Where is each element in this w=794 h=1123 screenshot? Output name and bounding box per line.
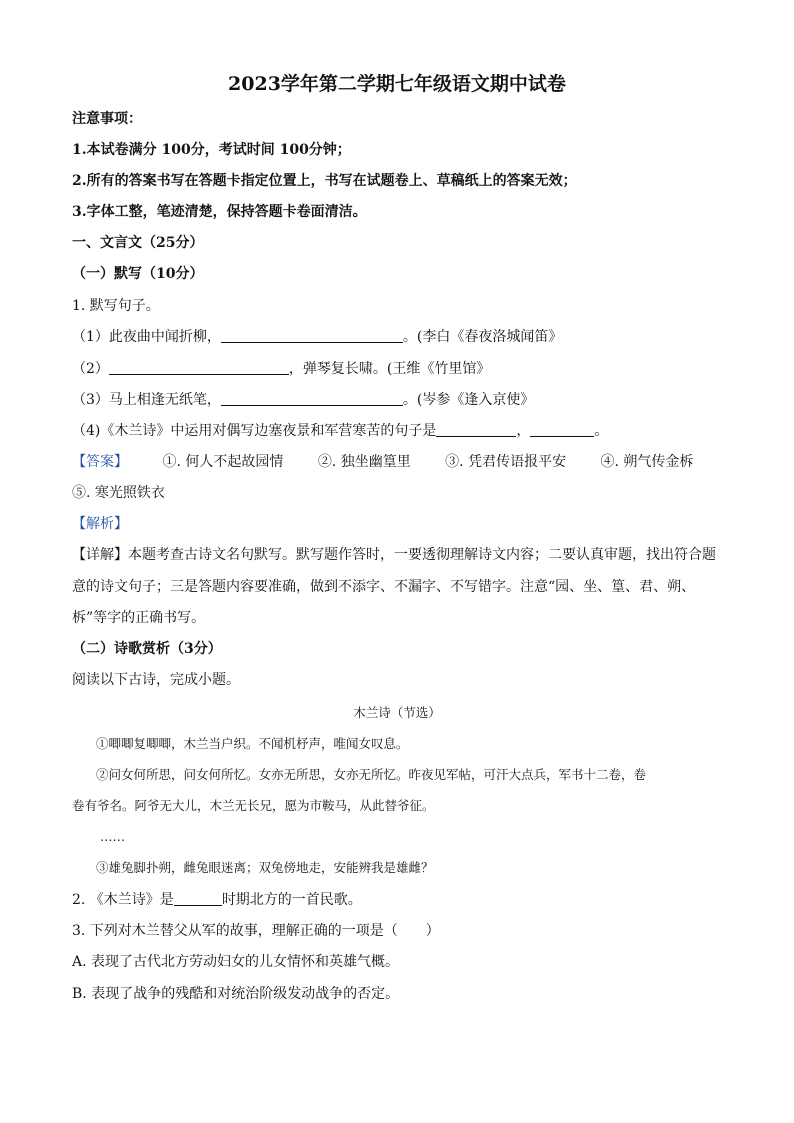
answer-blank[interactable] [221, 328, 403, 343]
question-1-item-3 [72, 391, 734, 409]
part-1-heading: （一）默写（10分） [72, 266, 204, 282]
question-2 [72, 891, 734, 909]
answer-blank[interactable] [109, 360, 289, 375]
question-1-stem: 1. 默写句子。 [72, 298, 160, 314]
item-1-prefix: （1）此夜曲中闻折柳， [72, 329, 221, 345]
item-3-suffix: 。(岑参《逢入京使》 [402, 392, 535, 408]
answer-blank[interactable] [436, 422, 516, 437]
answer-blank[interactable] [221, 391, 403, 406]
item-2-suffix: ，弹琴复长啸。(王维《竹里馆》 [288, 361, 491, 377]
question-1-item-4 [72, 422, 734, 440]
notice-heading: 注意事项： [72, 111, 142, 127]
analysis-line-2: 意的诗文句子；三是答题内容要准确，做到不添字、不漏字、不写错字。注意“园、坐、篁、君、朔、 [72, 579, 696, 595]
item-1-suffix: 。(李白《春夜洛城闻笛》 [402, 329, 563, 345]
notice-item-3: 3.字体工整，笔迹清楚，保持答题卡卷面清洁。 [72, 204, 367, 220]
poem-title: 木兰诗（节选） [353, 705, 441, 720]
page-title: 2023学年第二学期七年级语文期中试卷 [228, 73, 566, 95]
answer-item-2: ②. 独坐幽篁里 [317, 454, 411, 470]
notice-item-2: 2.所有的答案书写在答题卡指定位置上，书写在试题卷上、草稿纸上的答案无效； [72, 173, 577, 189]
answer-blank[interactable] [174, 891, 222, 906]
part-2-heading: （二）诗歌赏析（3分） [72, 641, 222, 657]
answer-item-3: ③. 凭君传语报平安 [445, 454, 567, 470]
poem-line-5: ③雄兔脚扑朔，雌兔眼迷离；双兔傍地走，安能辨我是雄雌？ [96, 860, 434, 875]
analysis-label: 【解析】 [72, 516, 128, 532]
analysis-line-3: 柝”等字的正确书写。 [72, 610, 206, 626]
poem-line-2: ②问女何所思，问女何所忆。女亦无所思，女亦无所忆。昨夜见军帖，可汗大点兵，军书十二卷，卷 [96, 767, 647, 782]
question-3-option-a[interactable]: A. 表现了古代北方劳动妇女的儿女情怀和英雄气概。 [72, 954, 400, 970]
poem-ellipsis: …… [100, 829, 125, 844]
question-1-item-1 [72, 328, 734, 346]
answer-item-1: ①. 何人不起故园情 [162, 454, 284, 470]
section-1-heading: 一、文言文（25分） [72, 235, 204, 251]
notice-item-1: 1.本试卷满分 100分，考试时间 100分钟； [72, 142, 351, 158]
item-3-prefix: （3）马上相逢无纸笔， [72, 392, 221, 408]
question-1-item-2 [72, 360, 734, 378]
analysis-line-1: 【详解】本题考查古诗文名句默写。默写题作答时，一要透彻理解诗文内容；二要认真审题，找出符合题 [72, 547, 716, 563]
answer-blank[interactable] [530, 422, 594, 437]
poem-line-1: ①唧唧复唧唧，木兰当户织。不闻机杼声，唯闻女叹息。 [96, 736, 409, 751]
answer-item-5: ⑤. 寒光照铁衣 [72, 485, 165, 501]
item-4-prefix: （4)《木兰诗》中运用对偶写边塞夜景和军营寒苦的句子是 [72, 423, 437, 439]
answer-label: 【答案】 [72, 454, 128, 470]
question-3-stem: 3. 下列对木兰替父从军的故事，理解正确的一项是（ ） [72, 923, 440, 939]
answer-item-4: ④. 朔气传金柝 [600, 454, 694, 470]
item-4-suffix: 。 [594, 423, 609, 439]
item-4-middle: ， [516, 423, 531, 439]
answer-line [72, 453, 734, 471]
question-3-option-b[interactable]: B. 表现了战争的残酷和对统治阶级发动战争的否定。 [72, 986, 400, 1002]
question-2-suffix: 时期北方的一首民歌。 [221, 892, 362, 908]
poem-line-3: 卷有爷名。阿爷无大儿，木兰无长兄，愿为市鞍马，从此替爷征。 [72, 798, 435, 813]
question-2-prefix: 2. 《木兰诗》是 [72, 892, 174, 908]
part-2-intro: 阅读以下古诗，完成小题。 [72, 672, 240, 688]
item-2-prefix: （2） [72, 361, 109, 377]
